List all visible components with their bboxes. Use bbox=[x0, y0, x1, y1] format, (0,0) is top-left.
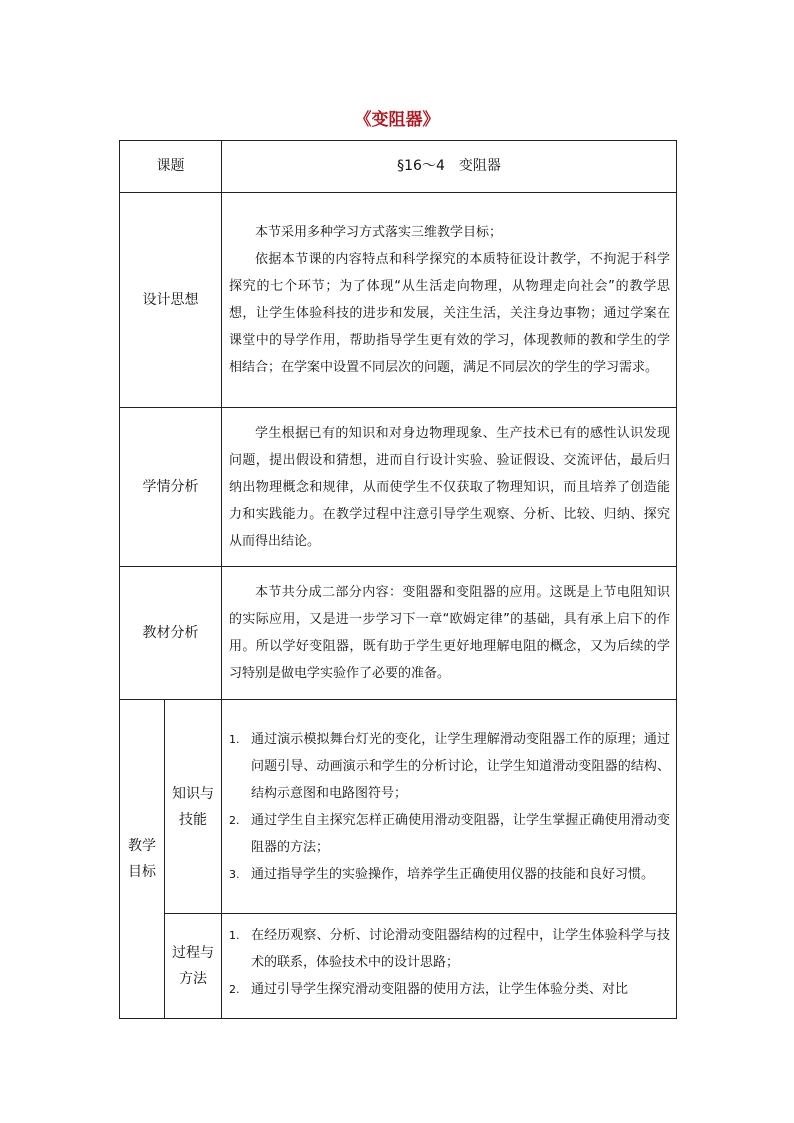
list-item-number: 1. bbox=[229, 929, 240, 942]
list-item-number: 3. bbox=[229, 867, 240, 881]
list-item bbox=[229, 861, 670, 888]
topic-label: 课题 bbox=[120, 141, 222, 193]
process-list bbox=[222, 914, 677, 1019]
material-content bbox=[222, 567, 677, 700]
design-row bbox=[120, 193, 677, 408]
knowledge-list bbox=[222, 700, 677, 914]
design-content bbox=[222, 193, 677, 408]
analysis-paragraph: 学生根据已有的知识和对身边物理现象、生产技术已有的感性认识发现问题，提出假设和猜想，进而自行设计实验、验证假设、交流评估，最后归纳出物理概念和规律，从而使学生不仅获取了物理知识，而且培养了创造能力和实践能力。在教学过程中注意引导学生观察、分析、比较、归纳、探究从而得出结论。 bbox=[229, 425, 670, 549]
list-item bbox=[229, 807, 670, 861]
list-item bbox=[229, 976, 670, 1003]
list-item-text: 通过演示模拟舞台灯光的变化，让学生理解滑动变阻器工作的原理；通过问题引导、动画演示和学生的分析讨论，让学生知道滑动变阻器的结构、结构示意图和电路图符号； bbox=[251, 731, 670, 801]
list-item-text: 通过引导学生探究滑动变阻器的使用方法，让学生体验分类、对比 bbox=[251, 982, 629, 997]
list-item-text: 通过指导学生的实验操作，培养学生正确使用仪器的技能和良好习惯。 bbox=[251, 866, 655, 882]
design-paragraph: 本节采用多种学习方式落实三维教学目标； bbox=[255, 225, 503, 240]
knowledge-label bbox=[165, 700, 222, 914]
list-item-text: 通过学生自主探究怎样正确使用滑动变阻器，让学生掌握正确使用滑动变阻器的方法； bbox=[251, 812, 670, 855]
list-item-text: 在经历观察、分析、讨论滑动变阻器结构的过程中，让学生体验科学与技术的联系，体验技术中的设计思路； bbox=[251, 928, 670, 970]
material-paragraph: 本节共分成二部分内容：变阻器和变阻器的应用。这既是上节电阻知识的实际应用，又是进一步学习下一章“欧姆定律”的基础，具有承上启下的作用。所以学好变阻器，既有助于学生更好地理解电阻的概念，又为后续的学习特别是做电学实验作了必要的准备。 bbox=[229, 585, 670, 681]
list-item-number: 2. bbox=[229, 983, 240, 996]
topic-value: §16～4 变阻器 bbox=[222, 141, 677, 193]
analysis-label: 学情分析 bbox=[120, 408, 222, 567]
list-item-number: 1. bbox=[229, 732, 240, 746]
lesson-plan-table bbox=[119, 140, 677, 1019]
list-item-number: 2. bbox=[229, 813, 240, 827]
goals-label-text: 教学目标 bbox=[128, 838, 156, 880]
process-row bbox=[120, 914, 677, 1019]
process-label bbox=[165, 914, 222, 1019]
list-item bbox=[229, 726, 670, 807]
design-label: 设计思想 bbox=[120, 193, 222, 408]
analysis-row bbox=[120, 408, 677, 567]
material-label: 教材分析 bbox=[120, 567, 222, 700]
knowledge-label-text: 知识与技能 bbox=[172, 785, 214, 828]
list-item bbox=[229, 922, 670, 976]
process-label-text: 过程与方法 bbox=[172, 945, 214, 987]
topic-row bbox=[120, 141, 677, 193]
analysis-content bbox=[222, 408, 677, 567]
knowledge-row bbox=[120, 700, 677, 914]
document-title: 《变阻器》 bbox=[354, 110, 440, 130]
goals-label bbox=[120, 700, 165, 1019]
material-row bbox=[120, 567, 677, 700]
design-paragraph: 依据本节课的内容特点和科学探究的本质特征设计教学，不拘泥于科学探究的七个环节；为了体现“从生活走向物理，从物理走向社会”的教学思想，让学生体验科技的进步和发展，关注生活，关注身边事物；通过学案在课堂中的导学作用，帮助指导学生更有效的学习，体现教师的教和学生的学相结合；在学案中设置不同层次的问题，满足不同层次的学生的学习需求。 bbox=[229, 252, 670, 375]
